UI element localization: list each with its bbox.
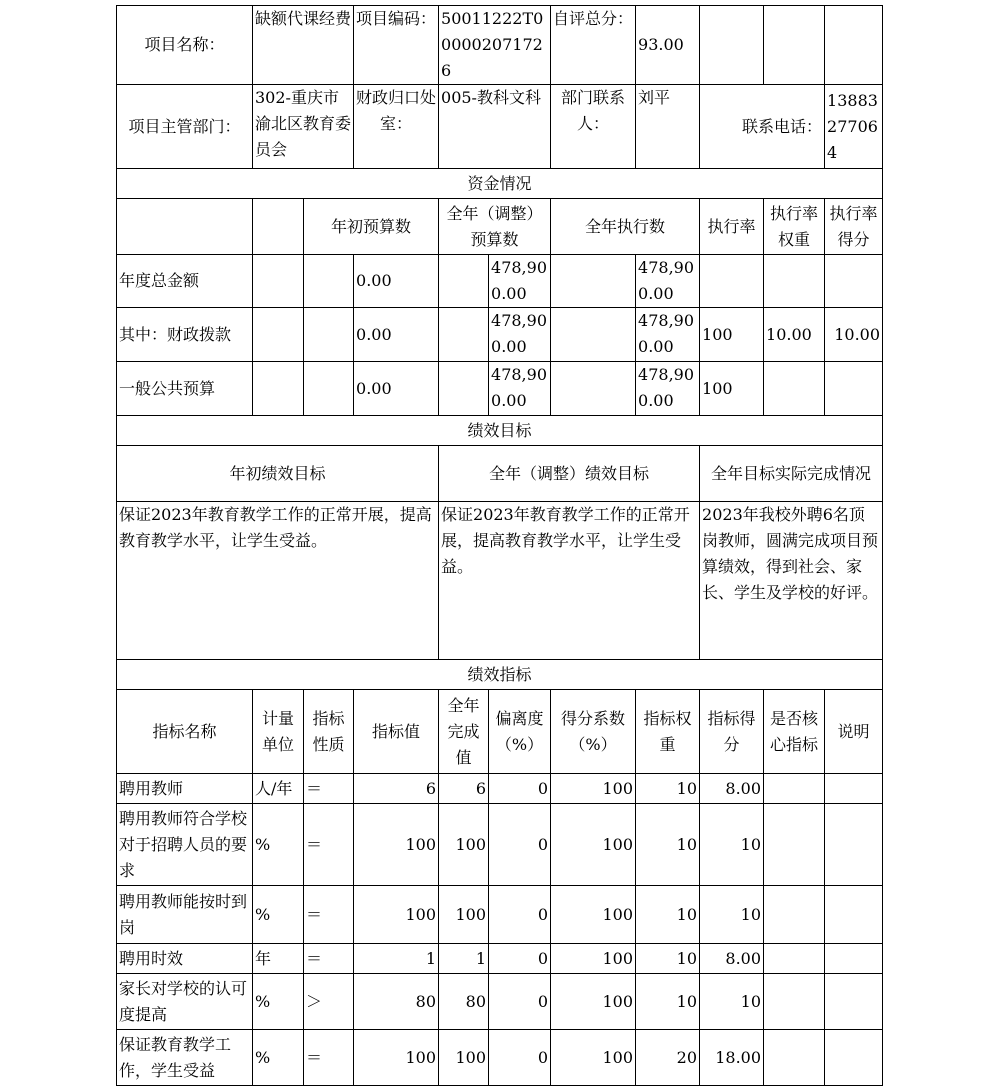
ind-value: 1 xyxy=(354,944,439,974)
funds-row-label: 其中：财政拨款 xyxy=(117,308,253,362)
funds-cell-blank xyxy=(551,362,636,416)
funds-cell-blank xyxy=(253,362,304,416)
funds-cell-blank xyxy=(439,255,489,308)
funds-cell-blank xyxy=(551,308,636,362)
dept-value: 302-重庆市渝北区教育委员会 xyxy=(253,85,354,169)
ind-dev: 0 xyxy=(489,804,551,886)
goals-adjusted-text: 保证2023年教育教学工作的正常开展，提高教育教学水平，让学生受益。 xyxy=(439,502,700,660)
dept-label: 项目主管部门： xyxy=(117,85,253,169)
project-code-value: 50011222T000002071726 xyxy=(439,6,551,85)
self-score-label: 自评总分： xyxy=(551,6,636,85)
ind-unit: % xyxy=(253,1030,304,1086)
ind-value: 100 xyxy=(354,804,439,886)
ind-weight: 10 xyxy=(636,944,700,974)
phone-label: 联系电话： xyxy=(700,85,825,169)
ind-core xyxy=(764,774,825,804)
ind-score: 18.00 xyxy=(700,1030,764,1086)
ind-value: 80 xyxy=(354,974,439,1030)
ind-nature: ＝ xyxy=(304,944,354,974)
ind-nature: ＞ xyxy=(304,974,354,1030)
ind-score: 10 xyxy=(700,804,764,886)
project-name-label: 项目名称： xyxy=(117,6,253,85)
ind-weight: 10 xyxy=(636,974,700,1030)
ind-unit: % xyxy=(253,804,304,886)
ind-header-dev: 偏离度（%） xyxy=(489,690,551,774)
funds-rate: 100 xyxy=(700,362,764,416)
ind-weight: 10 xyxy=(636,886,700,944)
funds-header-initial: 年初预算数 xyxy=(304,199,439,255)
funds-cell-blank xyxy=(304,255,354,308)
ind-header-unit: 计量单位 xyxy=(253,690,304,774)
ind-coef: 100 xyxy=(551,774,636,804)
funds-cell-blank xyxy=(439,362,489,416)
ind-name: 聘用教师能按时到岗 xyxy=(117,886,253,944)
funds-cell-blank xyxy=(551,255,636,308)
ind-header-nature: 指标性质 xyxy=(304,690,354,774)
ind-core xyxy=(764,974,825,1030)
funds-rate: 100 xyxy=(700,308,764,362)
funds-adjusted: 478,900.00 xyxy=(489,255,551,308)
funds-initial: 0.00 xyxy=(354,255,439,308)
ind-name: 聘用教师 xyxy=(117,774,253,804)
ind-name: 家长对学校的认可度提高 xyxy=(117,974,253,1030)
ind-value: 100 xyxy=(354,886,439,944)
goals-header-initial: 年初绩效目标 xyxy=(117,446,439,502)
goals-header-adjusted: 全年（调整）绩效目标 xyxy=(439,446,700,502)
ind-coef: 100 xyxy=(551,974,636,1030)
ind-unit: 年 xyxy=(253,944,304,974)
funds-row-label: 一般公共预算 xyxy=(117,362,253,416)
funds-executed: 478,900.00 xyxy=(636,308,700,362)
funds-weight: 10.00 xyxy=(764,308,825,362)
ind-score: 10 xyxy=(700,974,764,1030)
goals-actual-text: 2023年我校外聘6名顶岗教师，圆满完成项目预算绩效，得到社会、家长、学生及学校的好评。 xyxy=(700,502,883,660)
ind-core xyxy=(764,804,825,886)
funds-header-blank xyxy=(117,199,253,255)
ind-core xyxy=(764,1030,825,1086)
ind-unit: % xyxy=(253,886,304,944)
ind-nature: ＝ xyxy=(304,1030,354,1086)
ind-core xyxy=(764,944,825,974)
ind-dev: 0 xyxy=(489,944,551,974)
goals-section-title: 绩效目标 xyxy=(117,416,883,446)
ind-done: 100 xyxy=(439,1030,489,1086)
ind-weight: 10 xyxy=(636,774,700,804)
ind-note xyxy=(825,886,883,944)
ind-header-done: 全年完成值 xyxy=(439,690,489,774)
ind-name: 保证教育教学工作，学生受益 xyxy=(117,1030,253,1086)
info-empty-1 xyxy=(700,6,764,85)
funds-cell-blank xyxy=(253,308,304,362)
funds-header-rate: 执行率 xyxy=(700,199,764,255)
ind-weight: 10 xyxy=(636,804,700,886)
funds-executed: 478,900.00 xyxy=(636,255,700,308)
ind-score: 8.00 xyxy=(700,944,764,974)
ind-dev: 0 xyxy=(489,1030,551,1086)
funds-cell-blank xyxy=(304,308,354,362)
ind-note xyxy=(825,804,883,886)
ind-dev: 0 xyxy=(489,774,551,804)
ind-done: 100 xyxy=(439,804,489,886)
ind-header-note: 说明 xyxy=(825,690,883,774)
ind-header-score: 指标得分 xyxy=(700,690,764,774)
funds-rate xyxy=(700,255,764,308)
project-name-value: 缺额代课经费 xyxy=(253,6,354,85)
ind-note xyxy=(825,1030,883,1086)
ind-header-value: 指标值 xyxy=(354,690,439,774)
indicators-section-title: 绩效指标 xyxy=(117,660,883,690)
ind-done: 80 xyxy=(439,974,489,1030)
ind-weight: 20 xyxy=(636,1030,700,1086)
ind-header-weight: 指标权重 xyxy=(636,690,700,774)
ind-done: 6 xyxy=(439,774,489,804)
funds-header-blank-2 xyxy=(253,199,304,255)
funds-initial: 0.00 xyxy=(354,362,439,416)
ind-coef: 100 xyxy=(551,1030,636,1086)
ind-unit: % xyxy=(253,974,304,1030)
ind-nature: ＝ xyxy=(304,886,354,944)
funds-cell-blank xyxy=(304,362,354,416)
ind-note xyxy=(825,774,883,804)
ind-header-core: 是否核心指标 xyxy=(764,690,825,774)
ind-name: 聘用时效 xyxy=(117,944,253,974)
goals-header-actual: 全年目标实际完成情况 xyxy=(700,446,883,502)
ind-value: 100 xyxy=(354,1030,439,1086)
contact-label: 部门联系人： xyxy=(551,85,636,169)
ind-dev: 0 xyxy=(489,974,551,1030)
ind-unit: 人/年 xyxy=(253,774,304,804)
finance-label: 财政归口处室： xyxy=(354,85,439,169)
ind-header-coef: 得分系数（%） xyxy=(551,690,636,774)
funds-weight xyxy=(764,362,825,416)
phone-value: 13883277064 xyxy=(825,85,883,169)
funds-adjusted: 478,900.00 xyxy=(489,308,551,362)
ind-dev: 0 xyxy=(489,886,551,944)
ind-note xyxy=(825,974,883,1030)
funds-row-label: 年度总金额 xyxy=(117,255,253,308)
contact-value: 刘平 xyxy=(636,85,700,169)
funds-section-title: 资金情况 xyxy=(117,169,883,199)
project-code-label: 项目编码： xyxy=(354,6,439,85)
funds-score xyxy=(825,362,883,416)
info-empty-2 xyxy=(764,6,825,85)
ind-coef: 100 xyxy=(551,944,636,974)
self-score-value: 93.00 xyxy=(636,6,700,85)
goals-initial-text: 保证2023年教育教学工作的正常开展，提高教育教学水平，让学生受益。 xyxy=(117,502,439,660)
funds-score xyxy=(825,255,883,308)
ind-value: 6 xyxy=(354,774,439,804)
funds-header-weight: 执行率权重 xyxy=(764,199,825,255)
ind-done: 100 xyxy=(439,886,489,944)
ind-score: 8.00 xyxy=(700,774,764,804)
funds-score: 10.00 xyxy=(825,308,883,362)
ind-name: 聘用教师符合学校对于招聘人员的要求 xyxy=(117,804,253,886)
info-empty-3 xyxy=(825,6,883,85)
funds-header-score: 执行率得分 xyxy=(825,199,883,255)
funds-cell-blank xyxy=(439,308,489,362)
ind-nature: ＝ xyxy=(304,774,354,804)
funds-header-executed: 全年执行数 xyxy=(551,199,700,255)
finance-value: 005-教科文科 xyxy=(439,85,551,169)
funds-cell-blank xyxy=(253,255,304,308)
self-evaluation-table xyxy=(116,5,883,1086)
ind-done: 1 xyxy=(439,944,489,974)
funds-adjusted: 478,900.00 xyxy=(489,362,551,416)
funds-initial: 0.00 xyxy=(354,308,439,362)
ind-nature: ＝ xyxy=(304,804,354,886)
ind-header-name: 指标名称 xyxy=(117,690,253,774)
ind-note xyxy=(825,944,883,974)
ind-coef: 100 xyxy=(551,886,636,944)
funds-header-adjusted: 全年（调整）预算数 xyxy=(439,199,551,255)
funds-executed: 478,900.00 xyxy=(636,362,700,416)
funds-weight xyxy=(764,255,825,308)
ind-core xyxy=(764,886,825,944)
ind-score: 10 xyxy=(700,886,764,944)
ind-coef: 100 xyxy=(551,804,636,886)
